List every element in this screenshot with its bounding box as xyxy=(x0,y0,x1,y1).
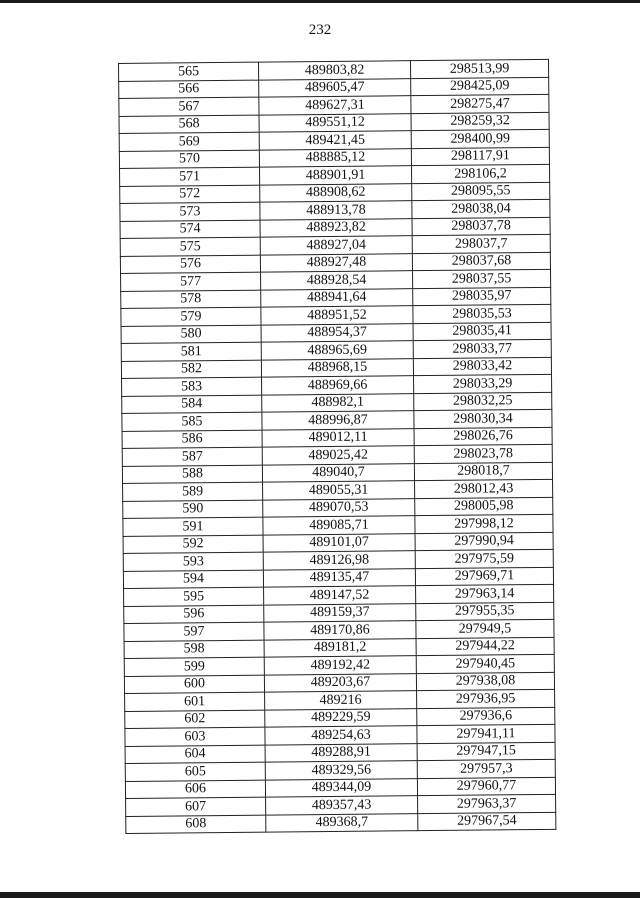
y-coordinate-cell: 297960,77 xyxy=(417,777,555,796)
x-coordinate-cell: 489329,56 xyxy=(265,761,417,780)
y-coordinate-cell: 298035,53 xyxy=(413,304,551,323)
point-number-cell: 596 xyxy=(124,605,264,624)
point-number-cell: 600 xyxy=(124,675,264,694)
point-number-cell: 601 xyxy=(125,692,265,711)
y-coordinate-cell: 298033,42 xyxy=(413,357,551,376)
point-number-cell: 594 xyxy=(123,570,263,589)
x-coordinate-cell: 488968,15 xyxy=(261,358,413,377)
y-coordinate-cell: 298425,09 xyxy=(411,77,549,96)
y-coordinate-cell: 297963,37 xyxy=(418,794,556,813)
x-coordinate-cell: 489126,98 xyxy=(263,551,415,570)
x-coordinate-cell: 489203,67 xyxy=(264,673,416,692)
point-number-cell: 578 xyxy=(121,290,261,309)
x-coordinate-cell: 489170,86 xyxy=(264,621,416,640)
y-coordinate-cell: 297944,22 xyxy=(416,637,554,656)
y-coordinate-cell: 298023,78 xyxy=(414,444,552,463)
x-coordinate-cell: 488982,1 xyxy=(262,393,414,412)
y-coordinate-cell: 298095,55 xyxy=(412,182,550,201)
x-coordinate-cell: 488885,12 xyxy=(259,148,411,167)
x-coordinate-cell: 488923,82 xyxy=(260,218,412,237)
point-number-cell: 599 xyxy=(124,657,264,676)
y-coordinate-cell: 297963,14 xyxy=(416,584,554,603)
point-number-cell: 581 xyxy=(121,342,261,361)
y-coordinate-cell: 297998,12 xyxy=(415,514,553,533)
point-number-cell: 591 xyxy=(123,517,263,536)
y-coordinate-cell: 297949,5 xyxy=(416,619,554,638)
x-coordinate-cell: 488901,91 xyxy=(260,166,412,185)
point-number-cell: 584 xyxy=(122,395,262,414)
point-number-cell: 598 xyxy=(124,640,264,659)
y-coordinate-cell: 298005,98 xyxy=(415,497,553,516)
x-coordinate-cell: 488927,04 xyxy=(260,236,412,255)
point-number-cell: 572 xyxy=(120,185,260,204)
x-coordinate-cell: 489101,07 xyxy=(263,533,415,552)
y-coordinate-cell: 298038,04 xyxy=(412,199,550,218)
y-coordinate-cell: 298037,7 xyxy=(412,234,550,253)
x-coordinate-cell: 488965,69 xyxy=(261,341,413,360)
point-number-cell: 602 xyxy=(125,710,265,729)
y-coordinate-cell: 298037,55 xyxy=(413,269,551,288)
coordinates-table-body xyxy=(119,59,556,833)
point-number-cell: 585 xyxy=(122,412,262,431)
x-coordinate-cell: 489605,47 xyxy=(259,78,411,97)
x-coordinate-cell: 489192,42 xyxy=(264,656,416,675)
x-coordinate-cell: 488928,54 xyxy=(261,271,413,290)
point-number-cell: 595 xyxy=(124,587,264,606)
x-coordinate-cell: 489159,37 xyxy=(264,603,416,622)
y-coordinate-cell: 298106,2 xyxy=(411,164,549,183)
point-number-cell: 606 xyxy=(125,780,265,799)
y-coordinate-cell: 297938,08 xyxy=(416,672,554,691)
point-number-cell: 590 xyxy=(123,500,263,519)
x-coordinate-cell: 488908,62 xyxy=(260,183,412,202)
point-number-cell: 576 xyxy=(120,255,260,274)
coordinates-table xyxy=(118,59,556,834)
point-number-cell: 575 xyxy=(120,237,260,256)
y-coordinate-cell: 297940,45 xyxy=(416,654,554,673)
x-coordinate-cell: 489551,12 xyxy=(259,113,411,132)
x-coordinate-cell: 488927,48 xyxy=(260,253,412,272)
x-coordinate-cell: 488951,52 xyxy=(261,306,413,325)
y-coordinate-cell: 298037,78 xyxy=(412,217,550,236)
y-coordinate-cell: 297990,94 xyxy=(415,532,553,551)
x-coordinate-cell: 489085,71 xyxy=(263,516,415,535)
y-coordinate-cell: 297967,54 xyxy=(418,812,556,831)
page-number: 232 xyxy=(308,22,332,38)
x-coordinate-cell: 489627,31 xyxy=(259,96,411,115)
x-coordinate-cell: 489344,09 xyxy=(265,778,417,797)
point-number-cell: 571 xyxy=(120,167,260,186)
x-coordinate-cell: 489012,11 xyxy=(262,428,414,447)
y-coordinate-cell: 297969,71 xyxy=(415,567,553,586)
point-number-cell: 587 xyxy=(122,447,262,466)
x-coordinate-cell: 488969,66 xyxy=(262,376,414,395)
y-coordinate-cell: 298026,76 xyxy=(414,427,552,446)
y-coordinate-cell: 297957,3 xyxy=(417,759,555,778)
y-coordinate-cell: 298400,99 xyxy=(411,129,549,148)
point-number-cell: 570 xyxy=(119,150,259,169)
point-number-cell: 569 xyxy=(119,132,259,151)
x-coordinate-cell: 489135,47 xyxy=(263,568,415,587)
y-coordinate-cell: 298035,41 xyxy=(413,322,551,341)
point-number-cell: 597 xyxy=(124,622,264,641)
x-coordinate-cell: 489181,2 xyxy=(264,638,416,657)
y-coordinate-cell: 298012,43 xyxy=(415,479,553,498)
point-number-cell: 608 xyxy=(126,815,266,834)
point-number-cell: 607 xyxy=(126,797,266,816)
y-coordinate-cell: 298033,77 xyxy=(413,339,551,358)
point-number-cell: 593 xyxy=(123,552,263,571)
y-coordinate-cell: 298033,29 xyxy=(414,374,552,393)
y-coordinate-cell: 298018,7 xyxy=(414,462,552,481)
x-coordinate-cell: 489147,52 xyxy=(264,586,416,605)
point-number-cell: 588 xyxy=(122,465,262,484)
point-number-cell: 583 xyxy=(122,377,262,396)
scan-top-edge xyxy=(0,0,640,3)
y-coordinate-cell: 298117,91 xyxy=(411,147,549,166)
x-coordinate-cell: 489055,31 xyxy=(263,481,415,500)
point-number-cell: 577 xyxy=(121,272,261,291)
point-number-cell: 586 xyxy=(122,430,262,449)
point-number-cell: 573 xyxy=(120,202,260,221)
point-number-cell: 582 xyxy=(121,360,261,379)
y-coordinate-cell: 298032,25 xyxy=(414,392,552,411)
x-coordinate-cell: 489803,82 xyxy=(258,61,410,80)
x-coordinate-cell: 489288,91 xyxy=(265,743,417,762)
y-coordinate-cell: 297947,15 xyxy=(417,742,555,761)
y-coordinate-cell: 297941,11 xyxy=(417,724,555,743)
point-number-cell: 568 xyxy=(119,115,259,134)
x-coordinate-cell: 488954,37 xyxy=(261,323,413,342)
y-coordinate-cell: 298035,97 xyxy=(413,287,551,306)
point-number-cell: 605 xyxy=(125,762,265,781)
point-number-cell: 603 xyxy=(125,727,265,746)
point-number-cell: 592 xyxy=(123,535,263,554)
y-coordinate-cell: 298513,99 xyxy=(410,59,548,78)
x-coordinate-cell: 489070,53 xyxy=(263,498,415,517)
point-number-cell: 580 xyxy=(121,325,261,344)
x-coordinate-cell: 489357,43 xyxy=(266,796,418,815)
y-coordinate-cell: 298037,68 xyxy=(412,252,550,271)
y-coordinate-cell: 297975,59 xyxy=(415,549,553,568)
table-row xyxy=(126,812,556,834)
y-coordinate-cell: 297955,35 xyxy=(416,602,554,621)
x-coordinate-cell: 488941,64 xyxy=(261,288,413,307)
y-coordinate-cell: 298030,34 xyxy=(414,409,552,428)
y-coordinate-cell: 297936,6 xyxy=(417,707,555,726)
point-number-cell: 604 xyxy=(125,745,265,764)
x-coordinate-cell: 489368,7 xyxy=(266,813,418,832)
x-coordinate-cell: 489025,42 xyxy=(262,446,414,465)
x-coordinate-cell: 489254,63 xyxy=(265,726,417,745)
x-coordinate-cell: 489040,7 xyxy=(262,463,414,482)
x-coordinate-cell: 489229,59 xyxy=(265,708,417,727)
scan-bottom-edge xyxy=(0,892,640,898)
point-number-cell: 567 xyxy=(119,97,259,116)
x-coordinate-cell: 489216 xyxy=(265,691,417,710)
y-coordinate-cell: 298275,47 xyxy=(411,94,549,113)
y-coordinate-cell: 298259,32 xyxy=(411,112,549,131)
x-coordinate-cell: 488913,78 xyxy=(260,201,412,220)
x-coordinate-cell: 488996,87 xyxy=(262,411,414,430)
point-number-cell: 566 xyxy=(119,80,259,99)
x-coordinate-cell: 489421,45 xyxy=(259,131,411,150)
y-coordinate-cell: 297936,95 xyxy=(417,689,555,708)
point-number-cell: 574 xyxy=(120,220,260,239)
point-number-cell: 565 xyxy=(119,62,259,81)
point-number-cell: 579 xyxy=(121,307,261,326)
point-number-cell: 589 xyxy=(123,482,263,501)
